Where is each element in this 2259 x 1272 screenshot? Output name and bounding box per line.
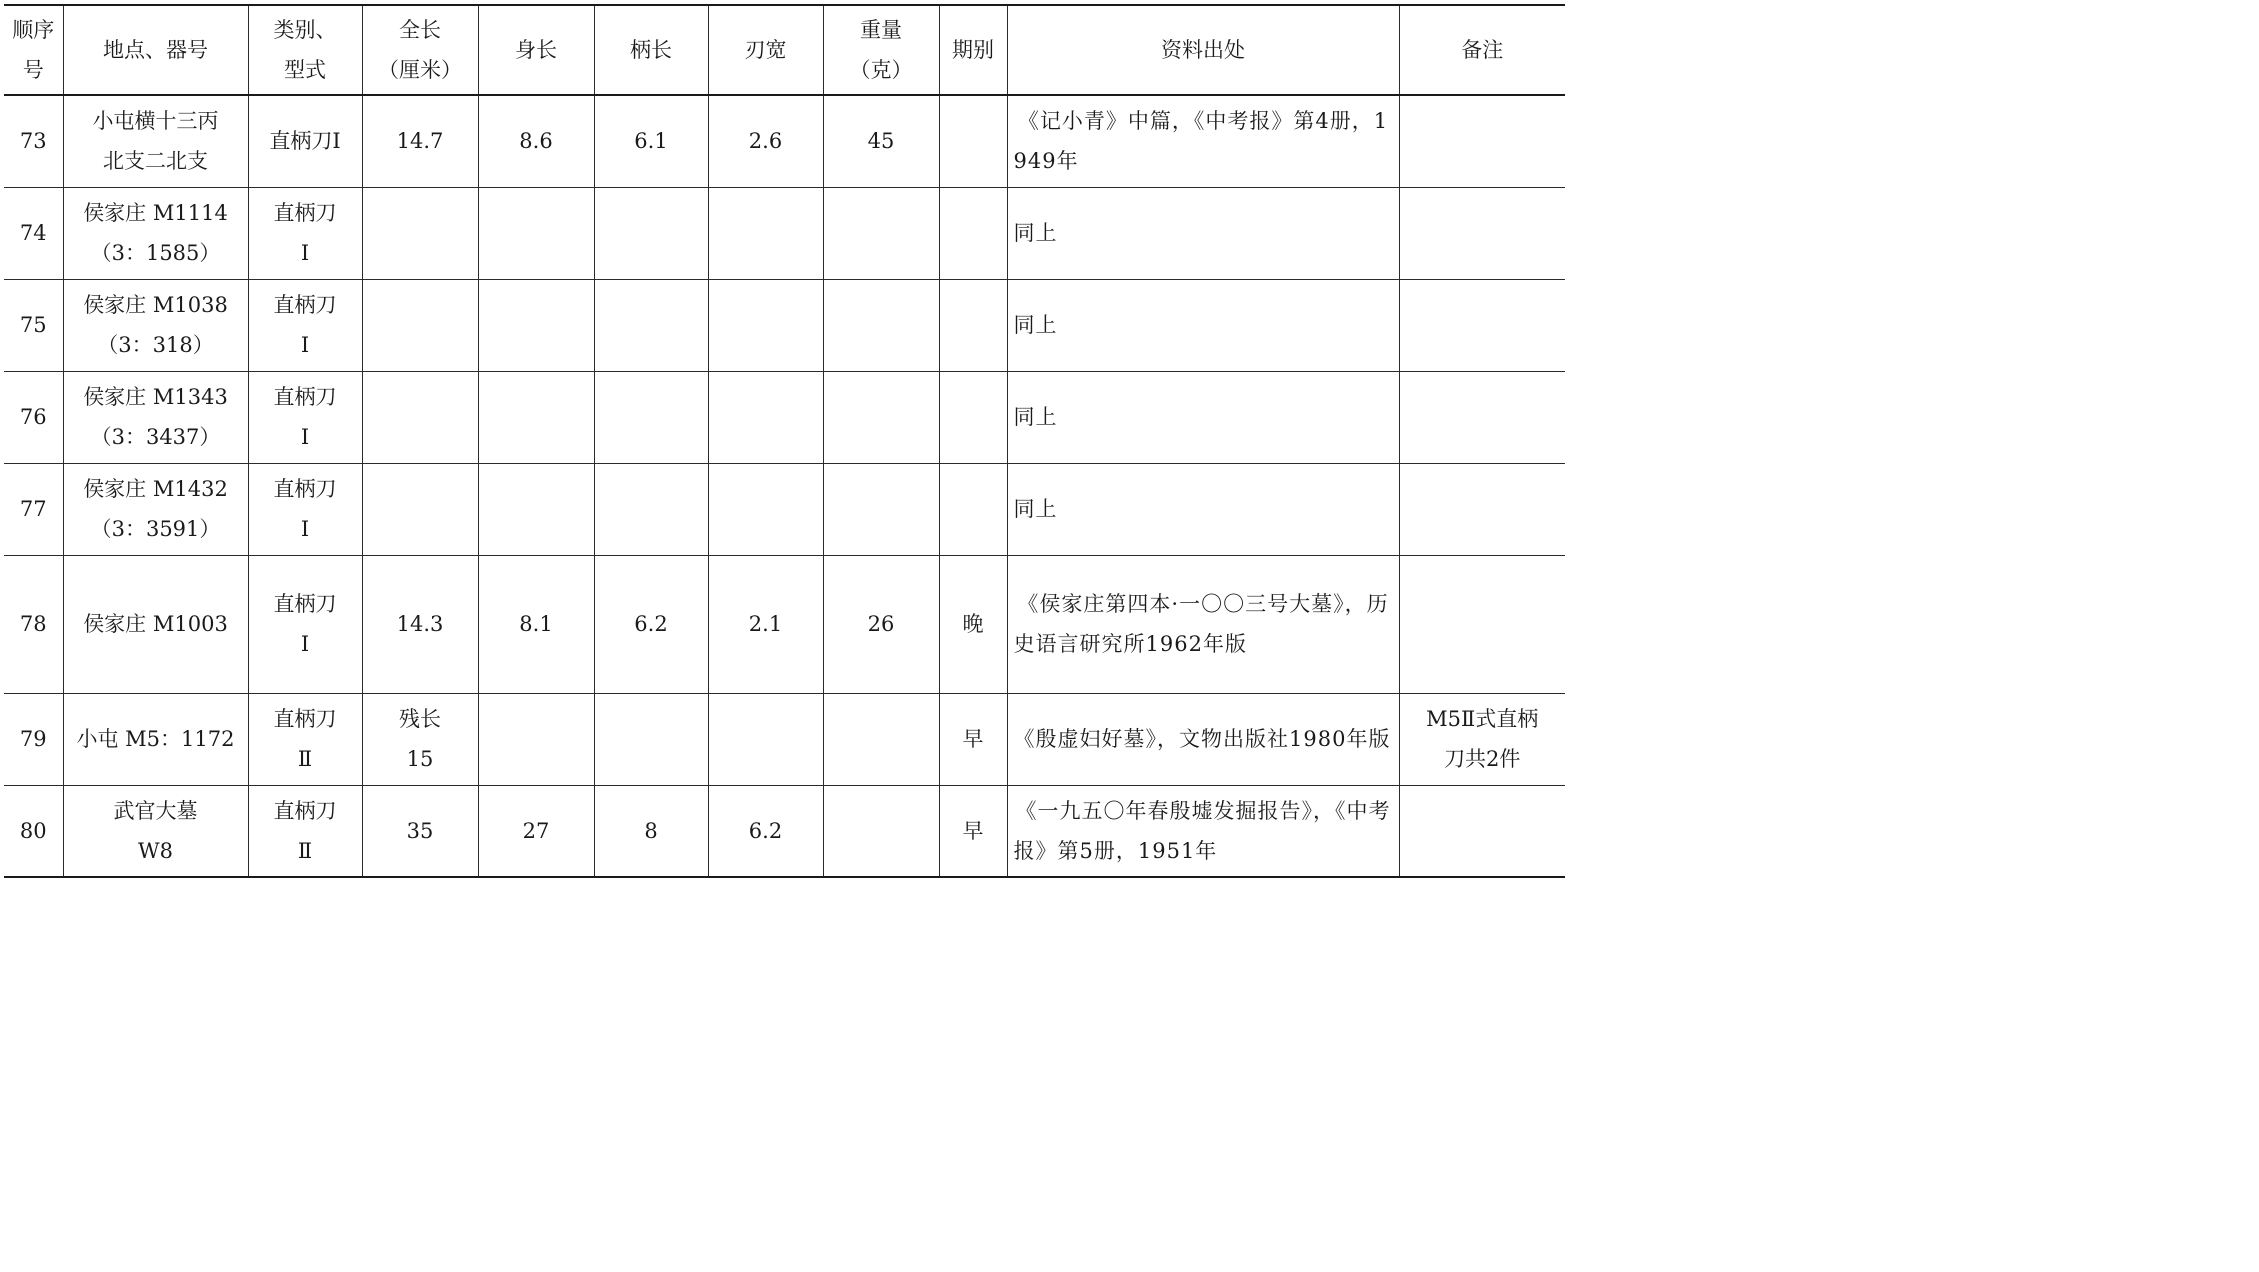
- cell-type: 直柄刀 Ⅰ: [248, 187, 362, 279]
- cell-weight: [823, 371, 939, 463]
- cell-period: [939, 95, 1007, 187]
- cell-total-length: 14.7: [362, 95, 478, 187]
- cell-blade-width: [708, 279, 823, 371]
- cell-type: 直柄刀 Ⅱ: [248, 785, 362, 877]
- table-row: [4, 371, 1565, 463]
- header-handle-length: 柄长: [594, 5, 708, 95]
- header-blade-width: 刃宽: [708, 5, 823, 95]
- header-notes: 备注: [1399, 5, 1565, 95]
- cell-type: 直柄刀 Ⅰ: [248, 463, 362, 555]
- cell-source: 同上: [1007, 187, 1399, 279]
- cell-handle-length: 6.2: [594, 555, 708, 693]
- cell-total-length: [362, 279, 478, 371]
- cell-site: 侯家庄 M1432 （3：3591）: [63, 463, 248, 555]
- cell-total-length: 14.3: [362, 555, 478, 693]
- cell-body-length: [478, 693, 594, 785]
- table-row: [4, 693, 1565, 785]
- cell-note: [1399, 95, 1565, 187]
- cell-total-length: 35: [362, 785, 478, 877]
- cell-total-length: [362, 187, 478, 279]
- cell-handle-length: [594, 463, 708, 555]
- cell-blade-width: 6.2: [708, 785, 823, 877]
- cell-sequence-number: 73: [4, 95, 63, 187]
- cell-site: 侯家庄 M1343 （3：3437）: [63, 371, 248, 463]
- header-total-length: 全长 （厘米）: [362, 5, 478, 95]
- table-row: [4, 187, 1565, 279]
- cell-sequence-number: 80: [4, 785, 63, 877]
- table-row: [4, 279, 1565, 371]
- cell-note: [1399, 785, 1565, 877]
- cell-note: [1399, 555, 1565, 693]
- cell-weight: [823, 785, 939, 877]
- header-period: 期别: [939, 5, 1007, 95]
- header-body-length: 身长: [478, 5, 594, 95]
- cell-body-length: 8.6: [478, 95, 594, 187]
- table-row: [4, 463, 1565, 555]
- cell-weight: 45: [823, 95, 939, 187]
- table-row: [4, 95, 1565, 187]
- cell-body-length: 27: [478, 785, 594, 877]
- cell-body-length: [478, 463, 594, 555]
- cell-blade-width: [708, 187, 823, 279]
- cell-source: 同上: [1007, 371, 1399, 463]
- cell-site: 小屯 M5：1172: [63, 693, 248, 785]
- cell-period: 晚: [939, 555, 1007, 693]
- header-source: 资料出处: [1007, 5, 1399, 95]
- cell-source: 同上: [1007, 463, 1399, 555]
- cell-handle-length: [594, 693, 708, 785]
- bronze-knife-table: [4, 4, 1565, 878]
- cell-source: 《一九五〇年春殷墟发掘报告》，《中考报》第5册，1951年: [1007, 785, 1399, 877]
- cell-period: [939, 187, 1007, 279]
- cell-weight: [823, 187, 939, 279]
- cell-type: 直柄刀 Ⅰ: [248, 279, 362, 371]
- cell-body-length: [478, 187, 594, 279]
- cell-sequence-number: 79: [4, 693, 63, 785]
- cell-weight: 26: [823, 555, 939, 693]
- cell-source: 《记小青》中篇，《中考报》第4册，1949年: [1007, 95, 1399, 187]
- table-row: [4, 785, 1565, 877]
- cell-total-length: [362, 463, 478, 555]
- cell-site: 小屯横十三丙 北支二北支: [63, 95, 248, 187]
- cell-site: 侯家庄 M1038 （3：318）: [63, 279, 248, 371]
- header-site-and-item-number: 地点、器号: [63, 5, 248, 95]
- cell-weight: [823, 693, 939, 785]
- cell-site: 武官大墓 W8: [63, 785, 248, 877]
- cell-note: [1399, 187, 1565, 279]
- cell-sequence-number: 76: [4, 371, 63, 463]
- cell-body-length: [478, 371, 594, 463]
- cell-period: 早: [939, 693, 1007, 785]
- header-sequence-number: 顺序 号: [4, 5, 63, 95]
- cell-period: 早: [939, 785, 1007, 877]
- cell-handle-length: [594, 187, 708, 279]
- cell-blade-width: 2.1: [708, 555, 823, 693]
- cell-weight: [823, 463, 939, 555]
- cell-blade-width: [708, 371, 823, 463]
- cell-total-length: 残长 15: [362, 693, 478, 785]
- cell-note: [1399, 279, 1565, 371]
- cell-weight: [823, 279, 939, 371]
- cell-note: [1399, 463, 1565, 555]
- cell-type: 直柄刀 Ⅰ: [248, 555, 362, 693]
- cell-period: [939, 371, 1007, 463]
- cell-sequence-number: 74: [4, 187, 63, 279]
- cell-type: 直柄刀Ⅰ: [248, 95, 362, 187]
- cell-handle-length: 8: [594, 785, 708, 877]
- cell-period: [939, 279, 1007, 371]
- header-category-and-type: 类别、 型式: [248, 5, 362, 95]
- cell-site: 侯家庄 M1114 （3：1585）: [63, 187, 248, 279]
- cell-body-length: 8.1: [478, 555, 594, 693]
- header-row: [4, 5, 1565, 95]
- header-weight: 重量 （克）: [823, 5, 939, 95]
- cell-sequence-number: 77: [4, 463, 63, 555]
- cell-source: 《侯家庄第四本·一〇〇三号大墓》，历史语言研究所1962年版: [1007, 555, 1399, 693]
- cell-type: 直柄刀 Ⅱ: [248, 693, 362, 785]
- cell-note: M5Ⅱ式直柄 刀共2件: [1399, 693, 1565, 785]
- cell-note: [1399, 371, 1565, 463]
- cell-site: 侯家庄 M1003: [63, 555, 248, 693]
- cell-type: 直柄刀 Ⅰ: [248, 371, 362, 463]
- page: [0, 0, 1568, 886]
- cell-blade-width: [708, 463, 823, 555]
- cell-handle-length: [594, 371, 708, 463]
- cell-handle-length: [594, 279, 708, 371]
- cell-period: [939, 463, 1007, 555]
- cell-sequence-number: 75: [4, 279, 63, 371]
- cell-blade-width: 2.6: [708, 95, 823, 187]
- cell-blade-width: [708, 693, 823, 785]
- cell-handle-length: 6.1: [594, 95, 708, 187]
- cell-source: 同上: [1007, 279, 1399, 371]
- cell-total-length: [362, 371, 478, 463]
- cell-sequence-number: 78: [4, 555, 63, 693]
- cell-body-length: [478, 279, 594, 371]
- table-row: [4, 555, 1565, 693]
- cell-source: 《殷虚妇好墓》，文物出版社1980年版: [1007, 693, 1399, 785]
